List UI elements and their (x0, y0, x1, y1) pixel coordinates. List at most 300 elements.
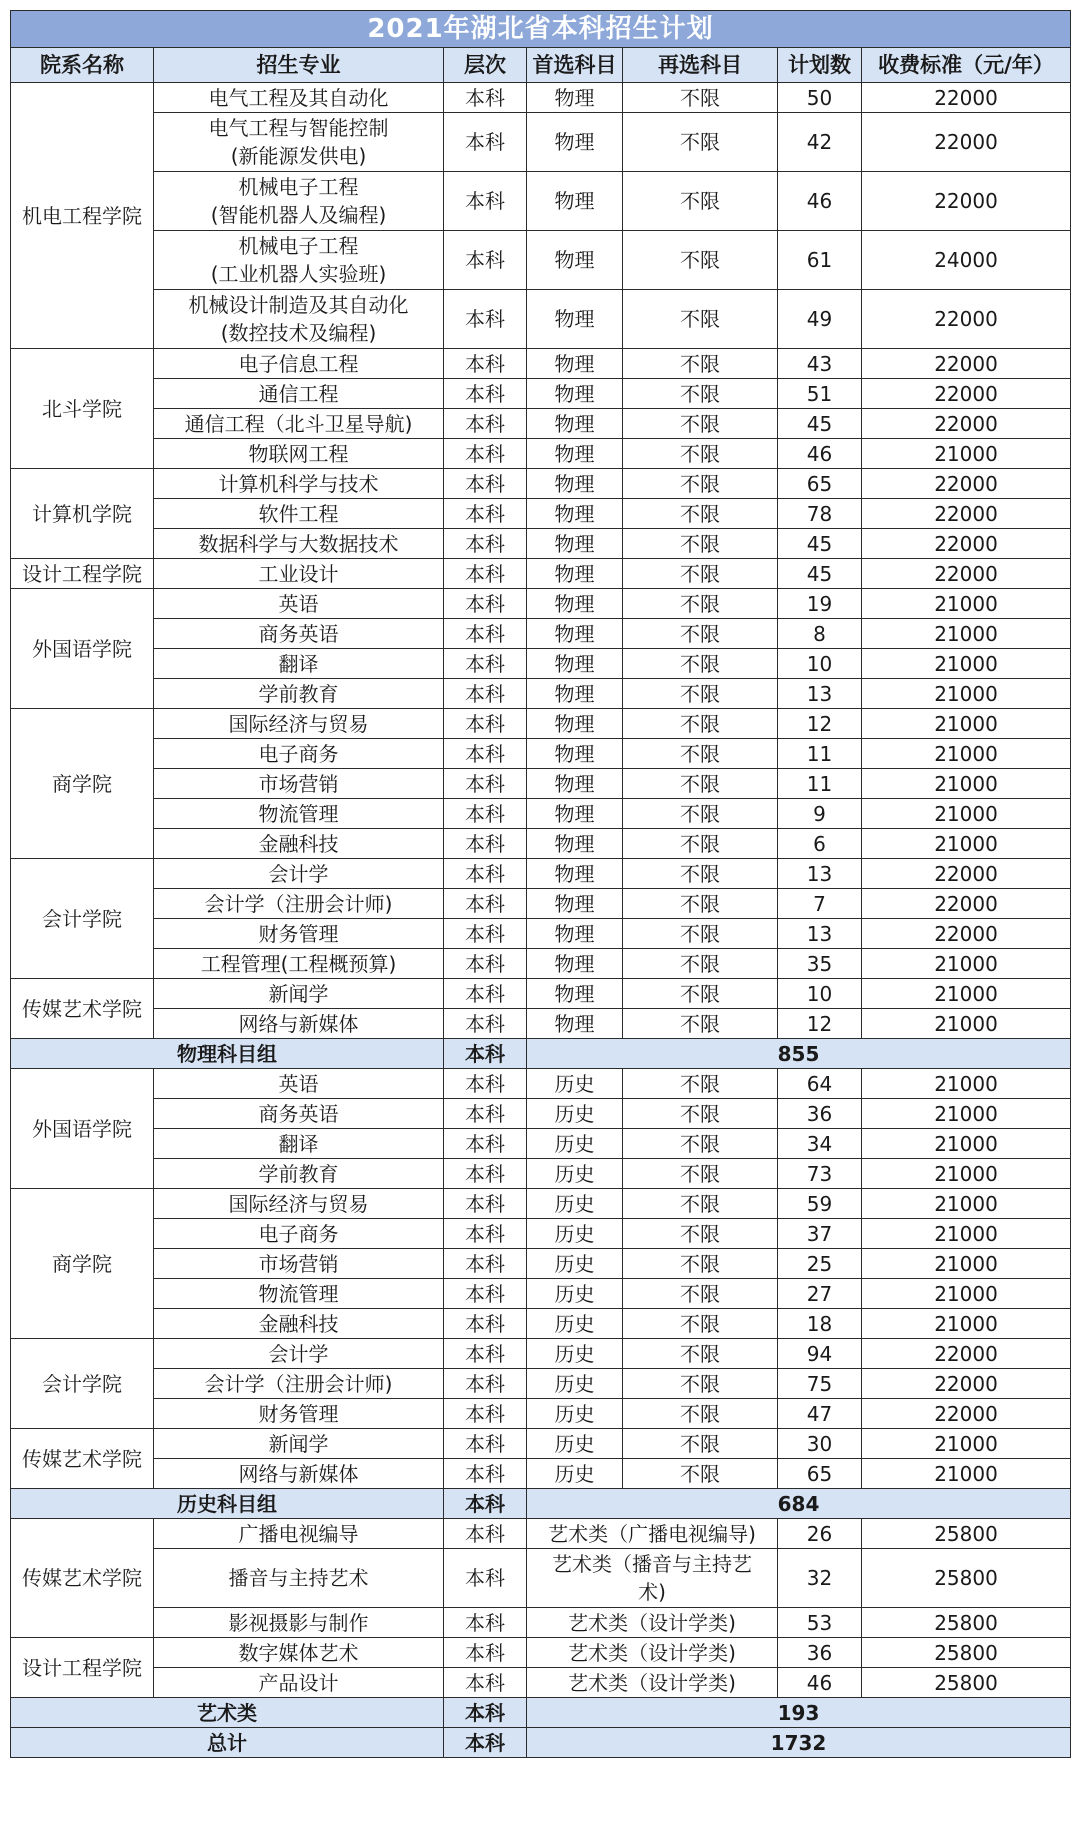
major-cell: 会计学（注册会计师) (154, 1369, 444, 1399)
first-subject-cell: 物理 (527, 859, 623, 889)
level-cell: 本科 (444, 349, 527, 379)
level-cell: 本科 (444, 1279, 527, 1309)
plan-count-cell: 65 (778, 469, 862, 499)
header-dept: 院系名称 (11, 48, 154, 83)
subtotal-label: 物理科目组 (11, 1039, 444, 1069)
plan-count-cell: 46 (778, 1668, 862, 1698)
second-subject-cell: 不限 (623, 949, 778, 979)
major-cell: 广播电视编导 (154, 1519, 444, 1549)
plan-count-cell: 36 (778, 1638, 862, 1668)
subtotal-level: 本科 (444, 1698, 527, 1728)
plan-count-cell: 25 (778, 1249, 862, 1279)
major-cell: 市场营销 (154, 769, 444, 799)
major-cell: 电气工程及其自动化 (154, 83, 444, 113)
level-cell: 本科 (444, 1159, 527, 1189)
plan-count-cell: 12 (778, 709, 862, 739)
fee-cell: 22000 (862, 1399, 1071, 1429)
table-row (11, 1429, 1071, 1459)
first-subject-cell: 物理 (527, 889, 623, 919)
major-cell: 商务英语 (154, 1099, 444, 1129)
plan-count-cell: 27 (778, 1279, 862, 1309)
fee-cell: 22000 (862, 529, 1071, 559)
major-cell: 物流管理 (154, 1279, 444, 1309)
major-cell: 英语 (154, 1069, 444, 1099)
subtotal-level: 本科 (444, 1039, 527, 1069)
fee-cell: 21000 (862, 1069, 1071, 1099)
second-subject-cell: 不限 (623, 859, 778, 889)
major-cell: 电子商务 (154, 1219, 444, 1249)
first-subject-cell: 历史 (527, 1219, 623, 1249)
level-cell: 本科 (444, 799, 527, 829)
level-cell: 本科 (444, 469, 527, 499)
second-subject-cell: 不限 (623, 1309, 778, 1339)
plan-count-cell: 45 (778, 559, 862, 589)
plan-count-cell: 19 (778, 589, 862, 619)
first-subject-cell: 物理 (527, 379, 623, 409)
dept-name-cell: 会计学院 (11, 1339, 154, 1429)
table-row (11, 1069, 1071, 1099)
plan-count-cell: 43 (778, 349, 862, 379)
major-cell: 学前教育 (154, 1159, 444, 1189)
major-cell: 工程管理(工程概预算) (154, 949, 444, 979)
plan-count-cell: 46 (778, 439, 862, 469)
plan-count-cell: 61 (778, 231, 862, 290)
subtotal-row (11, 1039, 1071, 1069)
level-cell: 本科 (444, 83, 527, 113)
plan-count-cell: 47 (778, 1399, 862, 1429)
fee-cell: 22000 (862, 889, 1071, 919)
subtotal-level: 本科 (444, 1728, 527, 1758)
table-row (11, 1399, 1071, 1429)
plan-count-cell: 78 (778, 499, 862, 529)
fee-cell: 21000 (862, 1219, 1071, 1249)
first-subject-cell: 物理 (527, 769, 623, 799)
first-subject-cell: 物理 (527, 499, 623, 529)
level-cell: 本科 (444, 1549, 527, 1608)
subtotal-label: 历史科目组 (11, 1489, 444, 1519)
major-cell: 翻译 (154, 1129, 444, 1159)
table-row (11, 1638, 1071, 1668)
table-row (11, 469, 1071, 499)
first-subject-cell: 物理 (527, 1009, 623, 1039)
dept-name-cell: 传媒艺术学院 (11, 1519, 154, 1638)
header-plan-count: 计划数 (778, 48, 862, 83)
table-row (11, 979, 1071, 1009)
second-subject-cell: 不限 (623, 529, 778, 559)
plan-count-cell: 13 (778, 859, 862, 889)
table-row (11, 1668, 1071, 1698)
plan-count-cell: 35 (778, 949, 862, 979)
fee-cell: 22000 (862, 919, 1071, 949)
first-subject-cell: 物理 (527, 349, 623, 379)
first-subject-cell: 历史 (527, 1249, 623, 1279)
table-row (11, 1608, 1071, 1638)
level-cell: 本科 (444, 1638, 527, 1668)
table-row (11, 679, 1071, 709)
plan-count-cell: 18 (778, 1309, 862, 1339)
level-cell: 本科 (444, 709, 527, 739)
enrollment-plan-table (10, 10, 1071, 1758)
dept-name-cell: 北斗学院 (11, 349, 154, 469)
dept-name-cell: 传媒艺术学院 (11, 979, 154, 1039)
level-cell: 本科 (444, 619, 527, 649)
second-subject-cell: 不限 (623, 829, 778, 859)
second-subject-cell: 不限 (623, 1189, 778, 1219)
table-row (11, 649, 1071, 679)
level-cell: 本科 (444, 1309, 527, 1339)
major-cell: 计算机科学与技术 (154, 469, 444, 499)
major-cell: 学前教育 (154, 679, 444, 709)
fee-cell: 21000 (862, 949, 1071, 979)
second-subject-cell: 不限 (623, 439, 778, 469)
first-subject-cell: 历史 (527, 1309, 623, 1339)
fee-cell: 21000 (862, 1099, 1071, 1129)
level-cell: 本科 (444, 1339, 527, 1369)
table-row (11, 799, 1071, 829)
fee-cell: 21000 (862, 709, 1071, 739)
table-row (11, 1099, 1071, 1129)
level-cell: 本科 (444, 1189, 527, 1219)
second-subject-cell: 不限 (623, 1339, 778, 1369)
second-subject-cell: 不限 (623, 979, 778, 1009)
subtotal-value: 193 (527, 1698, 1071, 1728)
major-cell: 产品设计 (154, 1668, 444, 1698)
second-subject-cell: 不限 (623, 172, 778, 231)
fee-cell: 21000 (862, 1429, 1071, 1459)
second-subject-cell: 不限 (623, 1429, 778, 1459)
level-cell: 本科 (444, 889, 527, 919)
plan-count-cell: 26 (778, 1519, 862, 1549)
subtotal-row (11, 1489, 1071, 1519)
major-cell: 软件工程 (154, 499, 444, 529)
table-row (11, 113, 1071, 172)
fee-cell: 22000 (862, 1369, 1071, 1399)
plan-count-cell: 12 (778, 1009, 862, 1039)
first-subject-cell: 物理 (527, 649, 623, 679)
first-subject-cell: 物理 (527, 739, 623, 769)
level-cell: 本科 (444, 1249, 527, 1279)
plan-count-cell: 45 (778, 409, 862, 439)
level-cell: 本科 (444, 1219, 527, 1249)
major-cell: 国际经济与贸易 (154, 1189, 444, 1219)
table-row (11, 949, 1071, 979)
table-row (11, 1549, 1071, 1608)
major-cell: 翻译 (154, 649, 444, 679)
fee-cell: 22000 (862, 349, 1071, 379)
table-row (11, 1219, 1071, 1249)
level-cell: 本科 (444, 1519, 527, 1549)
major-cell: 新闻学 (154, 1429, 444, 1459)
level-cell: 本科 (444, 769, 527, 799)
header-row (11, 48, 1071, 83)
second-subject-cell: 不限 (623, 499, 778, 529)
major-cell: 新闻学 (154, 979, 444, 1009)
fee-cell: 22000 (862, 469, 1071, 499)
table-row (11, 619, 1071, 649)
second-subject-cell: 不限 (623, 799, 778, 829)
first-subject-cell: 历史 (527, 1429, 623, 1459)
first-subject-cell: 物理 (527, 619, 623, 649)
table-row (11, 349, 1071, 379)
major-cell: 电子信息工程 (154, 349, 444, 379)
second-subject-cell: 不限 (623, 1459, 778, 1489)
table-row (11, 589, 1071, 619)
level-cell: 本科 (444, 1668, 527, 1698)
level-cell: 本科 (444, 1069, 527, 1099)
level-cell: 本科 (444, 949, 527, 979)
subject-cell: 艺术类（设计学类) (527, 1668, 778, 1698)
major-cell: 机械设计制造及其自动化 (数控技术及编程) (154, 290, 444, 349)
level-cell: 本科 (444, 1399, 527, 1429)
subtotal-value: 684 (527, 1489, 1071, 1519)
level-cell: 本科 (444, 979, 527, 1009)
dept-name-cell: 机电工程学院 (11, 83, 154, 349)
first-subject-cell: 历史 (527, 1279, 623, 1309)
second-subject-cell: 不限 (623, 1069, 778, 1099)
table-row (11, 439, 1071, 469)
table-row (11, 1249, 1071, 1279)
plan-count-cell: 11 (778, 769, 862, 799)
major-cell: 商务英语 (154, 619, 444, 649)
second-subject-cell: 不限 (623, 1219, 778, 1249)
level-cell: 本科 (444, 290, 527, 349)
table-row (11, 709, 1071, 739)
table-row (11, 559, 1071, 589)
table-row (11, 859, 1071, 889)
major-cell: 机械电子工程 (工业机器人实验班) (154, 231, 444, 290)
plan-count-cell: 51 (778, 379, 862, 409)
plan-count-cell: 59 (778, 1189, 862, 1219)
major-cell: 网络与新媒体 (154, 1009, 444, 1039)
level-cell: 本科 (444, 739, 527, 769)
major-cell: 国际经济与贸易 (154, 709, 444, 739)
fee-cell: 21000 (862, 1189, 1071, 1219)
plan-count-cell: 37 (778, 1219, 862, 1249)
second-subject-cell: 不限 (623, 709, 778, 739)
major-cell: 通信工程 (154, 379, 444, 409)
table-row (11, 172, 1071, 231)
fee-cell: 21000 (862, 799, 1071, 829)
plan-count-cell: 11 (778, 739, 862, 769)
plan-count-cell: 53 (778, 1608, 862, 1638)
dept-name-cell: 外国语学院 (11, 1069, 154, 1189)
fee-cell: 25800 (862, 1549, 1071, 1608)
level-cell: 本科 (444, 1459, 527, 1489)
table-row (11, 1369, 1071, 1399)
level-cell: 本科 (444, 409, 527, 439)
fee-cell: 22000 (862, 113, 1071, 172)
level-cell: 本科 (444, 1608, 527, 1638)
table-row (11, 1279, 1071, 1309)
table-row (11, 889, 1071, 919)
fee-cell: 22000 (862, 83, 1071, 113)
major-cell: 电气工程与智能控制 (新能源发供电) (154, 113, 444, 172)
second-subject-cell: 不限 (623, 1129, 778, 1159)
level-cell: 本科 (444, 679, 527, 709)
table-row (11, 1339, 1071, 1369)
first-subject-cell: 历史 (527, 1129, 623, 1159)
major-cell: 机械电子工程 (智能机器人及编程) (154, 172, 444, 231)
plan-count-cell: 73 (778, 1159, 862, 1189)
second-subject-cell: 不限 (623, 290, 778, 349)
first-subject-cell: 历史 (527, 1099, 623, 1129)
first-subject-cell: 物理 (527, 231, 623, 290)
level-cell: 本科 (444, 589, 527, 619)
fee-cell: 25800 (862, 1668, 1071, 1698)
level-cell: 本科 (444, 649, 527, 679)
first-subject-cell: 历史 (527, 1459, 623, 1489)
plan-count-cell: 34 (778, 1129, 862, 1159)
major-cell: 物流管理 (154, 799, 444, 829)
level-cell: 本科 (444, 1429, 527, 1459)
second-subject-cell: 不限 (623, 649, 778, 679)
plan-count-cell: 10 (778, 649, 862, 679)
major-cell: 物联网工程 (154, 439, 444, 469)
fee-cell: 21000 (862, 829, 1071, 859)
first-subject-cell: 物理 (527, 559, 623, 589)
first-subject-cell: 历史 (527, 1189, 623, 1219)
major-cell: 会计学 (154, 859, 444, 889)
header-fee: 收费标准（元/年） (862, 48, 1071, 83)
second-subject-cell: 不限 (623, 349, 778, 379)
dept-name-cell: 商学院 (11, 1189, 154, 1339)
second-subject-cell: 不限 (623, 113, 778, 172)
table-row (11, 409, 1071, 439)
fee-cell: 21000 (862, 619, 1071, 649)
major-cell: 会计学（注册会计师) (154, 889, 444, 919)
fee-cell: 21000 (862, 1279, 1071, 1309)
plan-count-cell: 13 (778, 679, 862, 709)
second-subject-cell: 不限 (623, 469, 778, 499)
major-cell: 工业设计 (154, 559, 444, 589)
level-cell: 本科 (444, 1369, 527, 1399)
second-subject-cell: 不限 (623, 919, 778, 949)
first-subject-cell: 物理 (527, 979, 623, 1009)
first-subject-cell: 物理 (527, 919, 623, 949)
level-cell: 本科 (444, 529, 527, 559)
plan-count-cell: 64 (778, 1069, 862, 1099)
second-subject-cell: 不限 (623, 559, 778, 589)
dept-name-cell: 设计工程学院 (11, 1638, 154, 1698)
plan-count-cell: 7 (778, 889, 862, 919)
second-subject-cell: 不限 (623, 1159, 778, 1189)
level-cell: 本科 (444, 439, 527, 469)
table-row (11, 231, 1071, 290)
plan-count-cell: 8 (778, 619, 862, 649)
first-subject-cell: 历史 (527, 1369, 623, 1399)
enrollment-plan-sheet (10, 10, 1070, 1758)
dept-name-cell: 计算机学院 (11, 469, 154, 559)
first-subject-cell: 物理 (527, 172, 623, 231)
plan-count-cell: 46 (778, 172, 862, 231)
subtotal-level: 本科 (444, 1489, 527, 1519)
subject-cell: 艺术类（广播电视编导) (527, 1519, 778, 1549)
subject-cell: 艺术类（设计学类) (527, 1638, 778, 1668)
second-subject-cell: 不限 (623, 1009, 778, 1039)
first-subject-cell: 物理 (527, 679, 623, 709)
fee-cell: 21000 (862, 979, 1071, 1009)
plan-count-cell: 32 (778, 1549, 862, 1608)
fee-cell: 24000 (862, 231, 1071, 290)
major-cell: 影视摄影与制作 (154, 1608, 444, 1638)
major-cell: 金融科技 (154, 1309, 444, 1339)
table-body (11, 83, 1071, 1758)
fee-cell: 22000 (862, 1339, 1071, 1369)
second-subject-cell: 不限 (623, 1249, 778, 1279)
fee-cell: 21000 (862, 649, 1071, 679)
fee-cell: 22000 (862, 379, 1071, 409)
level-cell: 本科 (444, 1129, 527, 1159)
first-subject-cell: 物理 (527, 439, 623, 469)
major-cell: 英语 (154, 589, 444, 619)
plan-count-cell: 13 (778, 919, 862, 949)
second-subject-cell: 不限 (623, 739, 778, 769)
second-subject-cell: 不限 (623, 1399, 778, 1429)
subject-cell: 艺术类（播音与主持艺 术) (527, 1549, 778, 1608)
fee-cell: 21000 (862, 769, 1071, 799)
header-first-subject: 首选科目 (527, 48, 623, 83)
first-subject-cell: 物理 (527, 799, 623, 829)
dept-name-cell: 设计工程学院 (11, 559, 154, 589)
fee-cell: 22000 (862, 409, 1071, 439)
first-subject-cell: 物理 (527, 113, 623, 172)
header-major: 招生专业 (154, 48, 444, 83)
level-cell: 本科 (444, 499, 527, 529)
header-second-subject: 再选科目 (623, 48, 778, 83)
major-cell: 网络与新媒体 (154, 1459, 444, 1489)
fee-cell: 22000 (862, 290, 1071, 349)
first-subject-cell: 历史 (527, 1339, 623, 1369)
level-cell: 本科 (444, 113, 527, 172)
level-cell: 本科 (444, 859, 527, 889)
table-row (11, 83, 1071, 113)
first-subject-cell: 历史 (527, 1069, 623, 1099)
major-cell: 会计学 (154, 1339, 444, 1369)
level-cell: 本科 (444, 829, 527, 859)
table-row (11, 1009, 1071, 1039)
plan-count-cell: 65 (778, 1459, 862, 1489)
dept-name-cell: 传媒艺术学院 (11, 1429, 154, 1489)
second-subject-cell: 不限 (623, 1099, 778, 1129)
subtotal-value: 1732 (527, 1728, 1071, 1758)
second-subject-cell: 不限 (623, 1369, 778, 1399)
subtotal-label: 艺术类 (11, 1698, 444, 1728)
fee-cell: 21000 (862, 1459, 1071, 1489)
plan-count-cell: 42 (778, 113, 862, 172)
second-subject-cell: 不限 (623, 231, 778, 290)
subtotal-row (11, 1698, 1071, 1728)
first-subject-cell: 历史 (527, 1399, 623, 1429)
second-subject-cell: 不限 (623, 619, 778, 649)
fee-cell: 21000 (862, 439, 1071, 469)
dept-name-cell: 外国语学院 (11, 589, 154, 709)
plan-count-cell: 9 (778, 799, 862, 829)
fee-cell: 21000 (862, 1159, 1071, 1189)
plan-count-cell: 30 (778, 1429, 862, 1459)
first-subject-cell: 历史 (527, 1159, 623, 1189)
subtotal-label: 总计 (11, 1728, 444, 1758)
table-row (11, 1459, 1071, 1489)
table-title: 2021年湖北省本科招生计划 (10, 10, 1071, 47)
subtotal-row (11, 1728, 1071, 1758)
major-cell: 市场营销 (154, 1249, 444, 1279)
second-subject-cell: 不限 (623, 409, 778, 439)
table-row (11, 1519, 1071, 1549)
fee-cell: 21000 (862, 1249, 1071, 1279)
fee-cell: 22000 (862, 559, 1071, 589)
fee-cell: 22000 (862, 499, 1071, 529)
fee-cell: 25800 (862, 1638, 1071, 1668)
